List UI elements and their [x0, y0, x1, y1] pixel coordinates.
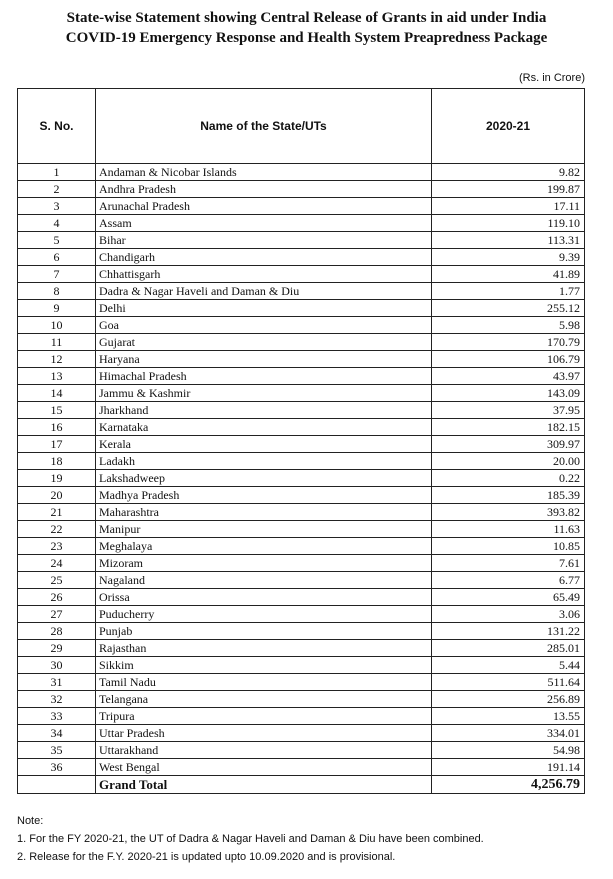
row-sno: 36	[18, 759, 96, 776]
row-sno: 18	[18, 453, 96, 470]
table-row	[18, 504, 585, 521]
row-amount: 7.61	[432, 555, 585, 572]
row-sno: 24	[18, 555, 96, 572]
row-amount: 334.01	[432, 725, 585, 742]
table-row	[18, 402, 585, 419]
row-state-name: Tripura	[96, 708, 432, 725]
row-sno: 13	[18, 368, 96, 385]
row-state-name: Andaman & Nicobar Islands	[96, 164, 432, 181]
row-sno: 34	[18, 725, 96, 742]
row-sno: 17	[18, 436, 96, 453]
table-row	[18, 725, 585, 742]
table-row	[18, 300, 585, 317]
table-row	[18, 419, 585, 436]
table-row	[18, 657, 585, 674]
row-state-name: Chandigarh	[96, 249, 432, 266]
row-amount: 119.10	[432, 215, 585, 232]
row-amount: 393.82	[432, 504, 585, 521]
row-sno: 21	[18, 504, 96, 521]
row-sno: 29	[18, 640, 96, 657]
row-amount: 131.22	[432, 623, 585, 640]
row-amount: 10.85	[432, 538, 585, 555]
notes-section	[17, 812, 484, 866]
table-row	[18, 589, 585, 606]
grand-total-amount: 4,256.79	[432, 776, 585, 794]
table-row	[18, 521, 585, 538]
row-sno: 26	[18, 589, 96, 606]
row-state-name: Gujarat	[96, 334, 432, 351]
table-row	[18, 674, 585, 691]
grand-total-label: Grand Total	[96, 776, 432, 794]
row-amount: 6.77	[432, 572, 585, 589]
row-state-name: Haryana	[96, 351, 432, 368]
unit-label: (Rs. in Crore)	[518, 72, 585, 84]
row-sno: 22	[18, 521, 96, 538]
table-row	[18, 317, 585, 334]
grand-total-sno-cell	[18, 776, 96, 794]
row-state-name: Himachal Pradesh	[96, 368, 432, 385]
row-state-name: Uttar Pradesh	[96, 725, 432, 742]
row-amount: 41.89	[432, 266, 585, 283]
row-state-name: Chhattisgarh	[96, 266, 432, 283]
row-sno: 9	[18, 300, 96, 317]
row-sno: 10	[18, 317, 96, 334]
table-row	[18, 708, 585, 725]
notes-heading: Note:	[17, 815, 44, 827]
row-amount: 255.12	[432, 300, 585, 317]
row-state-name: Uttarakhand	[96, 742, 432, 759]
row-sno: 25	[18, 572, 96, 589]
row-amount: 285.01	[432, 640, 585, 657]
table-header-row	[18, 89, 585, 164]
title-line-2: COVID-19 Emergency Response and Health System Preapredness Package	[65, 30, 548, 46]
header-state-name: Name of the State/UTs	[96, 89, 432, 164]
row-amount: 309.97	[432, 436, 585, 453]
row-amount: 143.09	[432, 385, 585, 402]
row-amount: 182.15	[432, 419, 585, 436]
row-sno: 20	[18, 487, 96, 504]
row-state-name: Meghalaya	[96, 538, 432, 555]
table-row	[18, 538, 585, 555]
row-amount: 199.87	[432, 181, 585, 198]
row-amount: 17.11	[432, 198, 585, 215]
row-state-name: Andhra Pradesh	[96, 181, 432, 198]
row-state-name: Dadra & Nagar Haveli and Daman & Diu	[96, 283, 432, 300]
row-sno: 15	[18, 402, 96, 419]
row-sno: 19	[18, 470, 96, 487]
row-sno: 5	[18, 232, 96, 249]
row-sno: 32	[18, 691, 96, 708]
table-row	[18, 453, 585, 470]
table-row	[18, 606, 585, 623]
table-row	[18, 334, 585, 351]
table-row	[18, 742, 585, 759]
row-amount: 106.79	[432, 351, 585, 368]
header-year: 2020-21	[432, 89, 585, 164]
row-state-name: Goa	[96, 317, 432, 334]
row-sno: 2	[18, 181, 96, 198]
row-sno: 11	[18, 334, 96, 351]
table-row	[18, 368, 585, 385]
grand-total-row	[18, 776, 585, 794]
row-sno: 14	[18, 385, 96, 402]
row-amount: 0.22	[432, 470, 585, 487]
row-amount: 9.82	[432, 164, 585, 181]
row-amount: 3.06	[432, 606, 585, 623]
table-row	[18, 640, 585, 657]
row-amount: 170.79	[432, 334, 585, 351]
row-state-name: Bihar	[96, 232, 432, 249]
row-state-name: Arunachal Pradesh	[96, 198, 432, 215]
row-state-name: West Bengal	[96, 759, 432, 776]
row-amount: 9.39	[432, 249, 585, 266]
row-sno: 28	[18, 623, 96, 640]
table-row	[18, 555, 585, 572]
table-row	[18, 487, 585, 504]
row-state-name: Tamil Nadu	[96, 674, 432, 691]
row-state-name: Madhya Pradesh	[96, 487, 432, 504]
row-state-name: Manipur	[96, 521, 432, 538]
row-amount: 113.31	[432, 232, 585, 249]
table-row	[18, 623, 585, 640]
row-sno: 23	[18, 538, 96, 555]
row-sno: 8	[18, 283, 96, 300]
row-amount: 511.64	[432, 674, 585, 691]
row-state-name: Lakshadweep	[96, 470, 432, 487]
table-row	[18, 691, 585, 708]
row-sno: 7	[18, 266, 96, 283]
row-state-name: Karnataka	[96, 419, 432, 436]
row-amount: 11.63	[432, 521, 585, 538]
row-sno: 12	[18, 351, 96, 368]
row-state-name: Puducherry	[96, 606, 432, 623]
row-state-name: Assam	[96, 215, 432, 232]
row-sno: 1	[18, 164, 96, 181]
row-amount: 37.95	[432, 402, 585, 419]
row-sno: 30	[18, 657, 96, 674]
row-amount: 256.89	[432, 691, 585, 708]
table-row	[18, 164, 585, 181]
row-amount: 5.44	[432, 657, 585, 674]
title-line-1: State-wise Statement showing Central Release of Grants in aid under India	[66, 10, 547, 26]
table-row	[18, 232, 585, 249]
row-amount: 191.14	[432, 759, 585, 776]
note-item-1: 1. For the FY 2020-21, the UT of Dadra & Nagar Haveli and Daman & Diu have been combined.	[17, 833, 484, 845]
table-row	[18, 351, 585, 368]
row-state-name: Rajasthan	[96, 640, 432, 657]
table-row	[18, 198, 585, 215]
row-state-name: Ladakh	[96, 453, 432, 470]
row-sno: 35	[18, 742, 96, 759]
row-sno: 27	[18, 606, 96, 623]
row-sno: 33	[18, 708, 96, 725]
row-amount: 1.77	[432, 283, 585, 300]
row-state-name: Delhi	[96, 300, 432, 317]
table-row	[18, 436, 585, 453]
document-title	[0, 8, 613, 48]
table-row	[18, 283, 585, 300]
row-state-name: Orissa	[96, 589, 432, 606]
row-state-name: Maharashtra	[96, 504, 432, 521]
row-state-name: Punjab	[96, 623, 432, 640]
table-row	[18, 181, 585, 198]
row-sno: 31	[18, 674, 96, 691]
row-amount: 65.49	[432, 589, 585, 606]
row-state-name: Sikkim	[96, 657, 432, 674]
row-amount: 13.55	[432, 708, 585, 725]
row-state-name: Telangana	[96, 691, 432, 708]
table-body	[18, 164, 585, 794]
header-sno: S. No.	[18, 89, 96, 164]
row-sno: 4	[18, 215, 96, 232]
table-row	[18, 470, 585, 487]
table-row	[18, 572, 585, 589]
row-amount: 5.98	[432, 317, 585, 334]
row-sno: 3	[18, 198, 96, 215]
row-state-name: Kerala	[96, 436, 432, 453]
row-sno: 6	[18, 249, 96, 266]
grants-table	[17, 88, 585, 794]
row-state-name: Mizoram	[96, 555, 432, 572]
table-row	[18, 759, 585, 776]
table-row	[18, 215, 585, 232]
table-row	[18, 249, 585, 266]
row-amount: 54.98	[432, 742, 585, 759]
table-row	[18, 385, 585, 402]
row-state-name: Jammu & Kashmir	[96, 385, 432, 402]
row-amount: 43.97	[432, 368, 585, 385]
row-state-name: Jharkhand	[96, 402, 432, 419]
row-state-name: Nagaland	[96, 572, 432, 589]
note-item-2: 2. Release for the F.Y. 2020-21 is updated upto 10.09.2020 and is provisional.	[17, 851, 396, 863]
row-amount: 20.00	[432, 453, 585, 470]
table-row	[18, 266, 585, 283]
row-sno: 16	[18, 419, 96, 436]
row-amount: 185.39	[432, 487, 585, 504]
